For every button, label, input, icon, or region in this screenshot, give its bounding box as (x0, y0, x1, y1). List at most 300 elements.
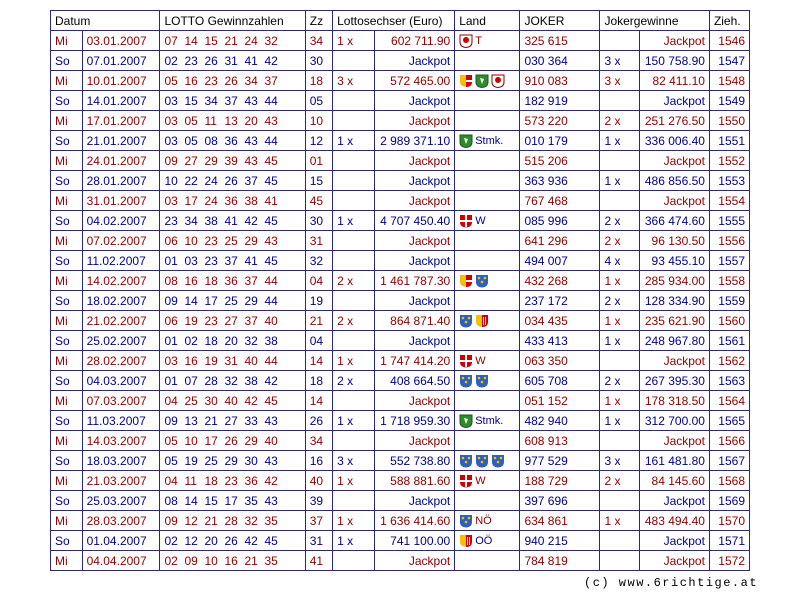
date-cell: 21.02.2007 (82, 311, 160, 331)
table-row (51, 491, 750, 511)
winning-numbers-cell (160, 131, 305, 151)
date-cell: 07.02.2007 (82, 231, 160, 251)
weekday-cell: So (51, 371, 83, 391)
lotto-number: 40 (264, 433, 278, 448)
lotto-number: 43 (264, 233, 278, 248)
sechser-count-cell: 1 x (333, 31, 375, 51)
lotto-number: 11 (204, 113, 217, 128)
lotto-number: 32 (224, 373, 238, 388)
lotto-number: 08 (204, 133, 218, 148)
lotto-number: 30 (204, 393, 218, 408)
state-abbrev: NÖ (475, 514, 492, 527)
lotto-number: 15 (204, 493, 218, 508)
lotto-number: 02 (164, 533, 178, 548)
steiermark-icon (459, 134, 473, 148)
joker-number-cell: 325 615 (520, 31, 600, 51)
lotto-number: 37 (224, 253, 238, 268)
joker-count-cell (600, 491, 640, 511)
date-cell: 28.02.2007 (82, 351, 160, 371)
lotto-number: 42 (264, 373, 278, 388)
lotto-number: 04 (164, 473, 178, 488)
lotto-number: 45 (264, 153, 278, 168)
date-cell: 11.02.2007 (82, 251, 160, 271)
date-cell: 07.01.2007 (82, 51, 160, 71)
lotto-number: 36 (224, 273, 238, 288)
joker-count-cell (600, 551, 640, 571)
weekday-cell: Mi (51, 391, 83, 411)
oberoesterreich-icon (475, 314, 489, 328)
sechser-amount-cell: Jackpot (375, 191, 455, 211)
weekday-cell: So (51, 211, 83, 231)
sechser-count-cell: 1 x (333, 131, 375, 151)
date-cell: 21.03.2007 (82, 471, 160, 491)
lotto-number: 35 (244, 493, 258, 508)
lotto-number: 05 (184, 133, 198, 148)
sechser-count-cell: 2 x (333, 371, 375, 391)
draw-number-cell: 1557 (709, 251, 749, 271)
land-cell (455, 391, 520, 411)
sechser-count-cell: 3 x (333, 451, 375, 471)
lotto-number: 36 (224, 193, 238, 208)
lotto-number: 40 (224, 393, 238, 408)
lotto-number: 03 (164, 353, 178, 368)
weekday-cell: Mi (51, 471, 83, 491)
draw-number-cell: 1564 (709, 391, 749, 411)
lotto-number: 01 (164, 373, 178, 388)
lotto-number: 24 (244, 33, 258, 48)
date-cell: 18.02.2007 (82, 291, 160, 311)
table-row (51, 31, 750, 51)
draw-number-cell: 1549 (709, 91, 749, 111)
lotto-number: 23 (204, 73, 218, 88)
sechser-count-cell (333, 171, 375, 191)
sechser-amount-cell: 588 881.60 (375, 471, 455, 491)
lotto-number: 14 (184, 33, 198, 48)
zusatzzahl-cell: 39 (305, 491, 332, 511)
sechser-amount-cell: 1 718 959.30 (375, 411, 455, 431)
lotto-number: 23 (204, 313, 218, 328)
lotto-number: 05 (164, 453, 178, 468)
lotto-number: 20 (204, 533, 218, 548)
lotto-number: 43 (264, 113, 278, 128)
sechser-count-cell: 1 x (333, 511, 375, 531)
weekday-cell: Mi (51, 191, 83, 211)
joker-amount-cell: Jackpot (640, 531, 709, 551)
lotto-number: 06 (164, 233, 178, 248)
lotto-number: 28 (204, 373, 218, 388)
lotto-number: 45 (264, 533, 278, 548)
lotto-number: 21 (204, 513, 218, 528)
weekday-cell: Mi (51, 31, 83, 51)
land-cell (455, 431, 520, 451)
joker-number-cell: 940 215 (520, 531, 600, 551)
joker-count-cell: 1 x (600, 311, 640, 331)
table-row (51, 271, 750, 291)
joker-number-cell: 363 936 (520, 171, 600, 191)
winning-numbers-cell (160, 451, 305, 471)
lotto-number: 31 (224, 53, 238, 68)
winning-numbers-cell (160, 351, 305, 371)
table-row (51, 471, 750, 491)
sechser-amount-cell: Jackpot (375, 171, 455, 191)
joker-count-cell: 2 x (600, 471, 640, 491)
joker-count-cell (600, 31, 640, 51)
lotto-number: 17 (224, 493, 238, 508)
joker-number-cell: 034 435 (520, 311, 600, 331)
date-cell: 25.03.2007 (82, 491, 160, 511)
land-cell (455, 531, 520, 551)
niederoesterreich-icon (491, 454, 505, 468)
lotto-number: 18 (204, 273, 218, 288)
lotto-number: 16 (184, 353, 198, 368)
table-row (51, 431, 750, 451)
sechser-amount-cell: Jackpot (375, 231, 455, 251)
lotto-number: 25 (224, 233, 238, 248)
draw-number-cell: 1547 (709, 51, 749, 71)
land-cell (455, 91, 520, 111)
zusatzzahl-cell: 21 (305, 311, 332, 331)
lotto-number: 44 (264, 353, 278, 368)
land-cell (455, 171, 520, 191)
joker-number-cell: 608 913 (520, 431, 600, 451)
zusatzzahl-cell: 14 (305, 391, 332, 411)
table-row (51, 231, 750, 251)
lotto-number: 19 (184, 313, 198, 328)
land-cell (455, 151, 520, 171)
lotto-number: 03 (184, 253, 198, 268)
lotto-number: 09 (164, 153, 178, 168)
lotto-number: 35 (264, 513, 278, 528)
table-row (51, 371, 750, 391)
steiermark-icon (475, 74, 489, 88)
joker-amount-cell: 248 967.80 (640, 331, 709, 351)
sechser-amount-cell: Jackpot (375, 291, 455, 311)
draw-number-cell: 1550 (709, 111, 749, 131)
lotto-number: 41 (224, 213, 238, 228)
lotto-number: 26 (224, 433, 238, 448)
weekday-cell: So (51, 531, 83, 551)
joker-count-cell: 2 x (600, 231, 640, 251)
joker-count-cell: 4 x (600, 251, 640, 271)
lotto-number: 23 (204, 253, 218, 268)
state-abbrev: W (475, 214, 486, 227)
joker-count-cell: 3 x (600, 51, 640, 71)
niederoesterreich-icon (475, 374, 489, 388)
lotto-number: 36 (244, 473, 258, 488)
lotto-number: 21 (244, 553, 258, 568)
state-abbrev: T (475, 34, 482, 47)
zusatzzahl-cell: 45 (305, 191, 332, 211)
table-row (51, 411, 750, 431)
lotto-number: 16 (184, 273, 198, 288)
lotto-number: 44 (264, 273, 278, 288)
sechser-count-cell (333, 291, 375, 311)
winning-numbers-cell (160, 271, 305, 291)
land-cell (455, 311, 520, 331)
land-cell (455, 471, 520, 491)
sechser-count-cell (333, 51, 375, 71)
sechser-count-cell: 3 x (333, 71, 375, 91)
winning-numbers-cell (160, 471, 305, 491)
zusatzzahl-cell: 31 (305, 231, 332, 251)
copyright-footer[interactable]: (c) www.6richtige.at (584, 576, 759, 590)
lotto-number: 08 (164, 493, 178, 508)
winning-numbers-cell (160, 411, 305, 431)
joker-amount-cell: 178 318.50 (640, 391, 709, 411)
joker-count-cell: 2 x (600, 211, 640, 231)
table-row (51, 291, 750, 311)
joker-number-cell: 634 861 (520, 511, 600, 531)
lotto-number: 30 (244, 453, 258, 468)
table-row (51, 551, 750, 571)
weekday-cell: Mi (51, 351, 83, 371)
lotto-number: 10 (164, 173, 178, 188)
table-row (51, 331, 750, 351)
joker-number-cell: 010 179 (520, 131, 600, 151)
sechser-count-cell (333, 191, 375, 211)
table-row (51, 451, 750, 471)
lotto-number: 32 (244, 333, 258, 348)
lotto-number: 37 (224, 93, 238, 108)
sechser-amount-cell: Jackpot (375, 551, 455, 571)
lotto-number: 37 (264, 73, 278, 88)
lotto-number: 32 (264, 33, 278, 48)
joker-number-cell: 767 468 (520, 191, 600, 211)
lotto-number: 23 (204, 233, 218, 248)
joker-count-cell: 1 x (600, 271, 640, 291)
joker-count-cell: 1 x (600, 131, 640, 151)
table-row (51, 311, 750, 331)
weekday-cell: So (51, 91, 83, 111)
joker-amount-cell: Jackpot (640, 351, 709, 371)
zusatzzahl-cell: 37 (305, 511, 332, 531)
zusatzzahl-cell: 10 (305, 111, 332, 131)
sechser-count-cell: 2 x (333, 311, 375, 331)
winning-numbers-cell (160, 191, 305, 211)
lotto-number: 41 (264, 193, 278, 208)
niederoesterreich-icon (475, 274, 489, 288)
lotto-number: 02 (164, 553, 178, 568)
sechser-amount-cell: Jackpot (375, 91, 455, 111)
weekday-cell: Mi (51, 431, 83, 451)
sechser-count-cell: 1 x (333, 411, 375, 431)
joker-count-cell: 1 x (600, 511, 640, 531)
lotto-number: 16 (224, 553, 238, 568)
winning-numbers-cell (160, 251, 305, 271)
land-cell (455, 211, 520, 231)
wien-icon (459, 214, 473, 228)
draw-number-cell: 1553 (709, 171, 749, 191)
draw-number-cell: 1571 (709, 531, 749, 551)
date-cell: 28.01.2007 (82, 171, 160, 191)
wien-icon (459, 354, 473, 368)
zusatzzahl-cell: 40 (305, 471, 332, 491)
joker-number-cell: 063 350 (520, 351, 600, 371)
joker-amount-cell: 235 621.90 (640, 311, 709, 331)
lotto-number: 21 (224, 33, 238, 48)
table-row (51, 131, 750, 151)
date-cell: 17.01.2007 (82, 111, 160, 131)
winning-numbers-cell (160, 531, 305, 551)
joker-count-cell: 2 x (600, 371, 640, 391)
lotto-number: 37 (244, 273, 258, 288)
lotto-number: 26 (224, 533, 238, 548)
table-row (51, 211, 750, 231)
joker-amount-cell: 366 474.60 (640, 211, 709, 231)
joker-amount-cell: 128 334.90 (640, 291, 709, 311)
lotto-number: 10 (184, 233, 198, 248)
state-abbrev: OÖ (475, 534, 493, 547)
state-abbrev: Stmk. (475, 134, 504, 147)
lotto-number: 29 (244, 233, 258, 248)
joker-count-cell: 1 x (600, 411, 640, 431)
winning-numbers-cell (160, 31, 305, 51)
lotto-number: 19 (204, 353, 218, 368)
weekday-cell: Mi (51, 551, 83, 571)
winning-numbers-cell (160, 371, 305, 391)
lotto-number: 17 (204, 433, 218, 448)
table-header (51, 11, 750, 31)
joker-number-cell: 085 996 (520, 211, 600, 231)
zusatzzahl-cell: 12 (305, 131, 332, 151)
table-row (51, 91, 750, 111)
table-row (51, 351, 750, 371)
date-cell: 03.01.2007 (82, 31, 160, 51)
lotto-number: 44 (264, 133, 278, 148)
zusatzzahl-cell: 34 (305, 31, 332, 51)
zusatzzahl-cell: 14 (305, 351, 332, 371)
date-cell: 24.01.2007 (82, 151, 160, 171)
joker-amount-cell: Jackpot (640, 91, 709, 111)
joker-number-cell: 910 083 (520, 71, 600, 91)
draw-number-cell: 1567 (709, 451, 749, 471)
draw-number-cell: 1559 (709, 291, 749, 311)
zusatzzahl-cell: 34 (305, 431, 332, 451)
date-cell: 28.03.2007 (82, 511, 160, 531)
winning-numbers-cell (160, 151, 305, 171)
lotto-number: 25 (224, 293, 238, 308)
land-cell (455, 251, 520, 271)
lotto-number: 03 (164, 193, 178, 208)
weekday-cell: So (51, 291, 83, 311)
state-abbrev: W (475, 474, 486, 487)
draw-number-cell: 1548 (709, 71, 749, 91)
winning-numbers-cell (160, 111, 305, 131)
draw-number-cell: 1561 (709, 331, 749, 351)
lotto-number: 25 (204, 453, 218, 468)
lotto-number: 09 (164, 293, 178, 308)
lotto-number: 09 (164, 413, 178, 428)
sechser-amount-cell: Jackpot (375, 431, 455, 451)
table-row (51, 391, 750, 411)
winning-numbers-cell (160, 311, 305, 331)
lotto-number: 34 (244, 73, 258, 88)
zusatzzahl-cell: 18 (305, 371, 332, 391)
lotto-number: 26 (224, 173, 238, 188)
lotto-number: 22 (184, 173, 198, 188)
lotto-number: 36 (224, 133, 238, 148)
sechser-count-cell (333, 231, 375, 251)
lotto-number: 12 (184, 533, 198, 548)
lotto-number: 20 (224, 333, 238, 348)
draw-number-cell: 1554 (709, 191, 749, 211)
weekday-cell: So (51, 331, 83, 351)
lotto-number: 16 (184, 73, 198, 88)
land-cell (455, 271, 520, 291)
land-cell (455, 51, 520, 71)
joker-count-cell (600, 351, 640, 371)
draw-number-cell: 1570 (709, 511, 749, 531)
joker-number-cell: 784 819 (520, 551, 600, 571)
lotto-number: 17 (204, 293, 218, 308)
lotto-number: 23 (164, 213, 178, 228)
lotto-number: 45 (264, 173, 278, 188)
lotto-number: 44 (264, 293, 278, 308)
joker-number-cell: 482 940 (520, 411, 600, 431)
date-cell: 31.01.2007 (82, 191, 160, 211)
lotto-number: 37 (244, 173, 258, 188)
lotto-number: 20 (244, 113, 258, 128)
sechser-count-cell: 1 x (333, 211, 375, 231)
table-body (51, 31, 750, 571)
sechser-amount-cell: 1 747 414.20 (375, 351, 455, 371)
sechser-count-cell (333, 551, 375, 571)
winning-numbers-cell (160, 171, 305, 191)
joker-number-cell: 494 007 (520, 251, 600, 271)
niederoesterreich-icon (475, 454, 489, 468)
lotto-number: 03 (164, 133, 178, 148)
winning-numbers-cell (160, 391, 305, 411)
joker-amount-cell: Jackpot (640, 551, 709, 571)
joker-number-cell: 977 529 (520, 451, 600, 471)
state-abbrev: W (475, 354, 486, 367)
winning-numbers-cell (160, 511, 305, 531)
header-lottosechser: Lottosechser (Euro) (333, 11, 455, 31)
date-cell: 14.03.2007 (82, 431, 160, 451)
joker-amount-cell: 336 006.40 (640, 131, 709, 151)
joker-count-cell: 3 x (600, 71, 640, 91)
land-cell (455, 111, 520, 131)
sechser-count-cell (333, 491, 375, 511)
draw-number-cell: 1569 (709, 491, 749, 511)
sechser-amount-cell: 4 707 450.40 (375, 211, 455, 231)
weekday-cell: So (51, 131, 83, 151)
steiermark-icon (459, 414, 473, 428)
kaernten-icon (459, 274, 473, 288)
lotto-number: 13 (224, 113, 238, 128)
kaernten-icon (459, 74, 473, 88)
lotto-number: 42 (264, 53, 278, 68)
weekday-cell: Mi (51, 231, 83, 251)
joker-count-cell (600, 531, 640, 551)
sechser-count-cell: 1 x (333, 351, 375, 371)
draw-number-cell: 1563 (709, 371, 749, 391)
lotto-number: 18 (204, 333, 218, 348)
joker-amount-cell: Jackpot (640, 431, 709, 451)
joker-number-cell: 515 206 (520, 151, 600, 171)
joker-count-cell (600, 191, 640, 211)
oberoesterreich-icon (459, 534, 473, 548)
header-ziehung: Zieh. (709, 11, 749, 31)
lotto-number: 43 (264, 453, 278, 468)
lotto-number: 29 (244, 293, 258, 308)
joker-count-cell: 1 x (600, 171, 640, 191)
lotto-number: 02 (184, 333, 198, 348)
lotto-number: 43 (244, 153, 258, 168)
lotto-number: 23 (224, 473, 238, 488)
sechser-amount-cell: Jackpot (375, 391, 455, 411)
joker-count-cell: 2 x (600, 111, 640, 131)
